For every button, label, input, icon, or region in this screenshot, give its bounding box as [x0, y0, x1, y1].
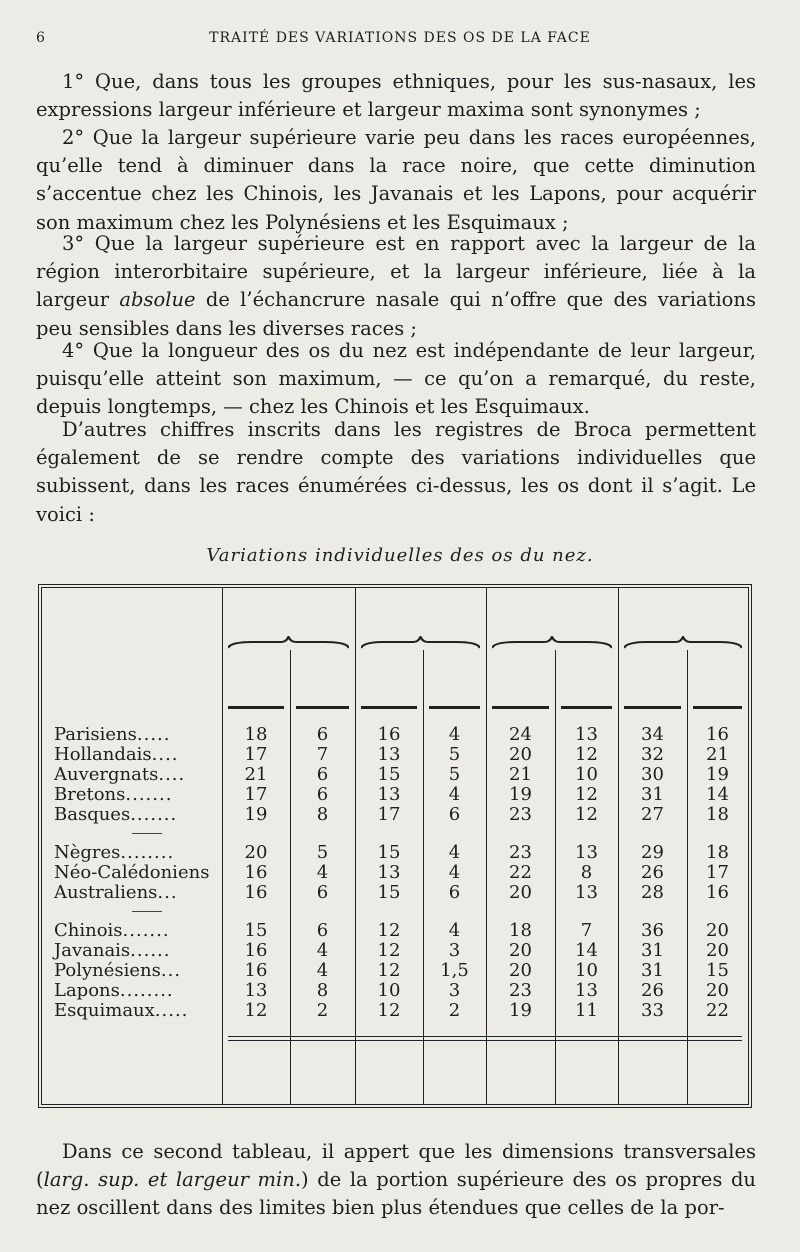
leader-dots: ....: [151, 744, 179, 765]
row-label: [54, 862, 209, 883]
table-cell: 20: [509, 882, 532, 903]
table-cell: 8: [580, 862, 593, 883]
table-cell: 16: [706, 882, 729, 903]
ratio-rule: [228, 1040, 742, 1041]
table-cell: 16: [377, 724, 401, 745]
paragraph-4: 4° Que la longueur des os du nez est indépendante de leur largeur, puisqu’elle atteint son maximum, — ce qu’on a remarqué, du reste, depuis longtemps, — chez les Chinois et les Esquimaux.: [36, 339, 756, 419]
table-cell: 20: [509, 940, 532, 961]
table-cell: 1,5: [440, 960, 469, 981]
leader-dots: .....: [136, 724, 171, 745]
table-cell: 16: [244, 940, 268, 961]
table-cell: 17: [244, 784, 268, 805]
header-rule: [361, 706, 417, 709]
table-cell: 31: [641, 784, 664, 805]
table-cell: 20: [509, 744, 532, 765]
column-rule: [486, 588, 487, 1104]
table-cell: 11: [575, 1000, 598, 1021]
header-rule: [492, 706, 549, 709]
row-name: Parisiens: [54, 724, 137, 745]
table-cell: 21: [509, 764, 532, 785]
header-brace: [492, 636, 612, 650]
table-cell: 34: [641, 724, 664, 745]
table-cell: 14: [575, 940, 598, 961]
table-cell: 6: [316, 882, 329, 903]
header-rule: [561, 706, 612, 709]
table-cell: 7: [316, 744, 329, 765]
row-label: [54, 960, 181, 981]
table-cell: 4: [316, 960, 329, 981]
table-cell: 8: [316, 980, 329, 1001]
header-rule: [429, 706, 480, 709]
row-name: Polynésiens: [54, 960, 161, 981]
header-rule: [296, 706, 349, 709]
table-cell: 6: [316, 764, 329, 785]
table-cell: 23: [509, 842, 532, 863]
paragraph-2: 2° Que la largeur supérieure varie peu dans les races européennes, qu’elle tend à diminuer dans la race noire, que cette diminution s’accentue chez les Chinois, les Javanais et les Lapons, pour acquérir son maximum chez les Polynésiens et les Esquimaux ;: [36, 126, 756, 234]
table-cell: 30: [641, 764, 664, 785]
table-cell: 6: [316, 724, 329, 745]
table-cell: 4: [448, 784, 461, 805]
table-cell: 2: [448, 1000, 461, 1021]
row-name: Bretons: [54, 784, 126, 805]
row-label: [54, 724, 170, 745]
leader-dots: ....: [158, 764, 186, 785]
page-number: 6: [36, 30, 46, 46]
table-cell: 13: [377, 744, 401, 765]
italic-larg-sup: larg. sup. et largeur min.: [43, 1168, 302, 1192]
row-label: [54, 940, 171, 961]
table-cell: 18: [706, 842, 729, 863]
table-cell: 16: [244, 862, 268, 883]
variations-table: [38, 584, 752, 1108]
table-cell: 4: [448, 724, 461, 745]
row-name: Chinois: [54, 920, 123, 941]
table-cell: 3: [448, 940, 461, 961]
column-rule: [355, 588, 356, 1104]
header-rule: [624, 706, 681, 709]
table-cell: 15: [706, 960, 729, 981]
table-caption: Variations individuelles des os du nez.: [206, 545, 594, 566]
table-cell: 8: [316, 804, 329, 825]
table-cell: 4: [448, 920, 461, 941]
table-cell: 31: [641, 960, 664, 981]
table-cell: 20: [706, 940, 729, 961]
paragraph-5: D’autres chiffres inscrits dans les registres de Broca permettent également de se rendre compte des variations individuelles que subissent, dans les races énumérées ci-dessus, les os dont il s’agit. Le voici :: [36, 418, 756, 526]
table-cell: 15: [377, 842, 401, 863]
table-cell: 12: [377, 920, 401, 941]
row-label: [54, 1000, 188, 1021]
table-cell: 4: [316, 862, 329, 883]
group-dash: [132, 833, 162, 834]
table-cell: 5: [448, 744, 461, 765]
row-name: Hollandais: [54, 744, 152, 765]
ratio-rule: [228, 1036, 742, 1037]
table-cell: 26: [641, 862, 664, 883]
row-label: [54, 920, 170, 941]
table-cell: 10: [575, 764, 598, 785]
running-title: TRAITÉ DES VARIATIONS DES OS DE LA FACE: [209, 30, 591, 46]
row-name: Basques: [54, 804, 131, 825]
table-cell: 4: [448, 862, 461, 883]
table-cell: 6: [316, 920, 329, 941]
table-cell: 13: [244, 980, 268, 1001]
table-cell: 20: [244, 842, 268, 863]
table-cell: 19: [244, 804, 268, 825]
table-cell: 19: [509, 784, 532, 805]
table-cell: 15: [377, 764, 401, 785]
table-cell: 4: [448, 842, 461, 863]
column-rule: [222, 588, 223, 1104]
paragraph-3: 3° Que la largeur supérieure est en rapport avec la largeur de la région interorbitaire supérieure, et la largeur inférieure, liée à la largeur absolue de l’échancrure nasale qui n’offre que des variations peu sensibles dans les diverses races ;: [36, 232, 756, 340]
table-cell: 10: [377, 980, 401, 1001]
table-cell: 14: [706, 784, 729, 805]
row-label: [54, 882, 178, 903]
table-cell: 21: [706, 744, 729, 765]
leader-dots: .....: [154, 1000, 189, 1021]
table-cell: 12: [377, 1000, 401, 1021]
table-cell: 20: [509, 960, 532, 981]
leader-dots: .......: [130, 804, 178, 825]
row-label: [54, 980, 174, 1001]
table-cell: 5: [316, 842, 329, 863]
table-cell: 16: [244, 882, 268, 903]
table-cell: 22: [706, 1000, 729, 1021]
leader-dots: .......: [122, 920, 170, 941]
table-cell: 24: [509, 724, 532, 745]
running-header: [36, 30, 764, 54]
table-cell: 13: [575, 882, 598, 903]
table-cell: 19: [509, 1000, 532, 1021]
table-cell: 27: [641, 804, 664, 825]
row-label: [54, 804, 177, 825]
row-label: [54, 744, 179, 765]
closing-paragraph: Dans ce second tableau, il appert que les dimensions transversales (larg. sup. et largeur min.) de la portion supérieure des os propres du nez oscillent dans des limites bien plus étendues que celles de la por-: [36, 1140, 756, 1220]
row-label: [54, 784, 172, 805]
row-label: [54, 764, 185, 785]
table-cell: 23: [509, 804, 532, 825]
table-cell: 13: [575, 842, 598, 863]
table-cell: 12: [575, 804, 598, 825]
table-cell: 13: [377, 862, 401, 883]
table-cell: 10: [575, 960, 598, 981]
table-cell: 31: [641, 940, 664, 961]
table-cell: 12: [377, 940, 401, 961]
table-cell: 28: [641, 882, 664, 903]
leader-dots: ...: [157, 882, 178, 903]
row-name: Nègres: [54, 842, 121, 863]
table-cell: 26: [641, 980, 664, 1001]
table-cell: 2: [316, 1000, 329, 1021]
table-cell: 20: [706, 980, 729, 1001]
table-cell: 13: [575, 724, 598, 745]
table-cell: 12: [575, 744, 598, 765]
table-cell: 7: [580, 920, 593, 941]
table-cell: 13: [377, 784, 401, 805]
table-cell: 36: [641, 920, 664, 941]
table-cell: 15: [377, 882, 401, 903]
leader-dots: ........: [119, 980, 174, 1001]
leader-dots: .......: [125, 784, 173, 805]
leader-dots: ...: [160, 960, 182, 981]
row-name: Australiens: [54, 882, 158, 903]
table-cell: 6: [448, 882, 461, 903]
row-name: Esquimaux: [54, 1000, 155, 1021]
leader-dots: ........: [120, 842, 175, 863]
table-cell: 33: [641, 1000, 664, 1021]
table-cell: 18: [509, 920, 532, 941]
table-cell: 18: [244, 724, 268, 745]
table-cell: 5: [448, 764, 461, 785]
table-cell: 12: [244, 1000, 268, 1021]
table-cell: 32: [641, 744, 664, 765]
table-cell: 17: [377, 804, 401, 825]
header-rule: [228, 706, 284, 709]
table-cell: 17: [244, 744, 268, 765]
table-cell: 13: [575, 980, 598, 1001]
row-name: Lapons: [54, 980, 120, 1001]
leader-dots: ......: [130, 940, 171, 961]
table-cell: 22: [509, 862, 532, 883]
table-cell: 15: [244, 920, 268, 941]
row-name: Auvergnats: [54, 764, 159, 785]
table-cell: 20: [706, 920, 729, 941]
table-cell: 6: [316, 784, 329, 805]
table-cell: 19: [706, 764, 729, 785]
italic-absolue: absolue: [119, 288, 196, 312]
table-cell: 18: [706, 804, 729, 825]
table-cell: 12: [377, 960, 401, 981]
table-cell: 16: [706, 724, 729, 745]
table-cell: 21: [244, 764, 268, 785]
header-rule: [693, 706, 742, 709]
row-name: Javanais: [54, 940, 131, 961]
header-brace: [228, 636, 349, 650]
header-brace: [361, 636, 480, 650]
table-cell: 12: [575, 784, 598, 805]
table-cell: 16: [244, 960, 268, 981]
row-label: [54, 842, 174, 863]
group-dash: [132, 911, 162, 912]
table-cell: 4: [316, 940, 329, 961]
row-name: Néo-Calédoniens: [54, 862, 210, 883]
column-rule: [618, 588, 619, 1104]
header-brace: [624, 636, 742, 650]
table-cell: 3: [448, 980, 461, 1001]
table-cell: 17: [706, 862, 729, 883]
table-cell: 29: [641, 842, 664, 863]
table-cell: 23: [509, 980, 532, 1001]
table-cell: 6: [448, 804, 461, 825]
paragraph-1: 1° Que, dans tous les groupes ethniques, pour les sus-nasaux, les expressions largeur inférieure et largeur maxima sont synonymes ;: [36, 70, 756, 122]
